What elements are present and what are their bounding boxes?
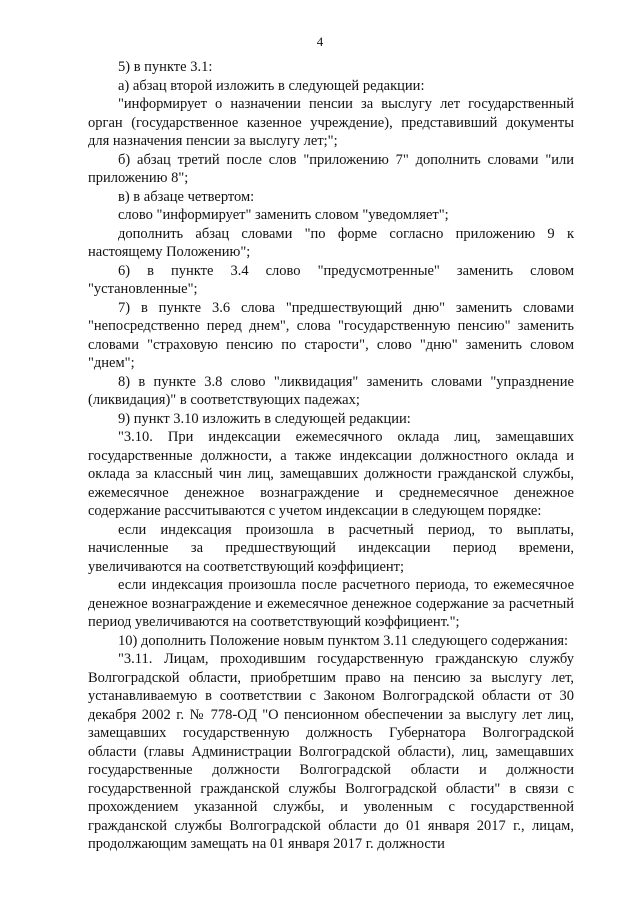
- paragraph: "информирует о назначении пенсии за выслугу лет государственный орган (государственное казенное учреждение), представивший документы для назначения пенсии за выслугу лет;";: [88, 96, 574, 149]
- paragraph: 10) дополнить Положение новым пунктом 3.11 следующего содержания:: [118, 632, 569, 649]
- paragraph: если индексация произошла в расчетный период, то выплаты, начисленные за предшествующий индексации период времени, увеличиваются на соответствующий коэффициент;: [88, 521, 574, 575]
- page-number: 4: [316, 34, 324, 49]
- paragraph: б) абзац третий после слов "приложению 7" дополнить словами "или приложению 8";: [88, 151, 574, 186]
- quoted-paragraph: "3.11. Лицам, проходившим государственную гражданскую службу Волгоградской области, приобретшим право на пенсию за выслугу лет, устанавливаемую в соответствии с Законом Волгоградской области от 30 декабря 2002 г. № 778-ОД "О пенсионном обеспечении за выслугу лет лиц, замещавших государственную должность Губернатора Волгоградской области (главы Администрации Волгоградской области), лиц, замещавших государственные должности Волгоградской области и должности государственной гражданской службы Волгоградской области" в связи с прохождением указанной службы, и уволенным с государственной гражданской службы Волгоградской области до 01 января 2017 г., лицам, продолжающим замещать на 01 января 2017 г. должности: [88, 651, 574, 852]
- paragraph: 5) в пункте 3.1:: [118, 59, 213, 75]
- paragraph: дополнить абзац словами "по форме согласно приложению 9 к настоящему Положению";: [88, 225, 574, 260]
- paragraph: если индексация произошла после расчетного периода, то ежемесячное денежное вознаграждение и ежемесячное денежное содержание за расчетный период увеличиваются на соответствующий коэффициент.";: [88, 577, 574, 630]
- paragraph: 6) в пункте 3.4 слово "предусмотренные" заменить словом "установленные";: [88, 262, 574, 297]
- paragraph: слово "информирует" заменить словом "уведомляет";: [118, 207, 449, 223]
- paragraph: а) абзац второй изложить в следующей редакции:: [118, 77, 425, 94]
- paragraph: 7) в пункте 3.6 слова "предшествующий дню" заменить словами "непосредственно перед днем", слова "государственную пенсию" заменить словами "страховую пенсию по старости", слово "дню" заменить словом "днем";: [88, 299, 574, 371]
- paragraph: 9) пункт 3.10 изложить в следующей редакции:: [118, 410, 411, 427]
- paragraph: в) в абзаце четвертом:: [118, 188, 255, 205]
- paragraph: 8) в пункте 3.8 слово "ликвидация" заменить словами "упразднение (ликвидация)" в соответствующих падежах;: [88, 373, 574, 408]
- quoted-paragraph: "3.10. При индексации ежемесячного оклада лиц, замещавших государственные должности, а также индексации должностного оклада и оклада за классный чин лиц, замещавших должности гражданской службы, ежемесячное денежное вознаграждение и среднемесячное денежное содержание рассчитываются с учетом индексации в следующем порядке:: [88, 429, 574, 519]
- document-body: [88, 58, 574, 854]
